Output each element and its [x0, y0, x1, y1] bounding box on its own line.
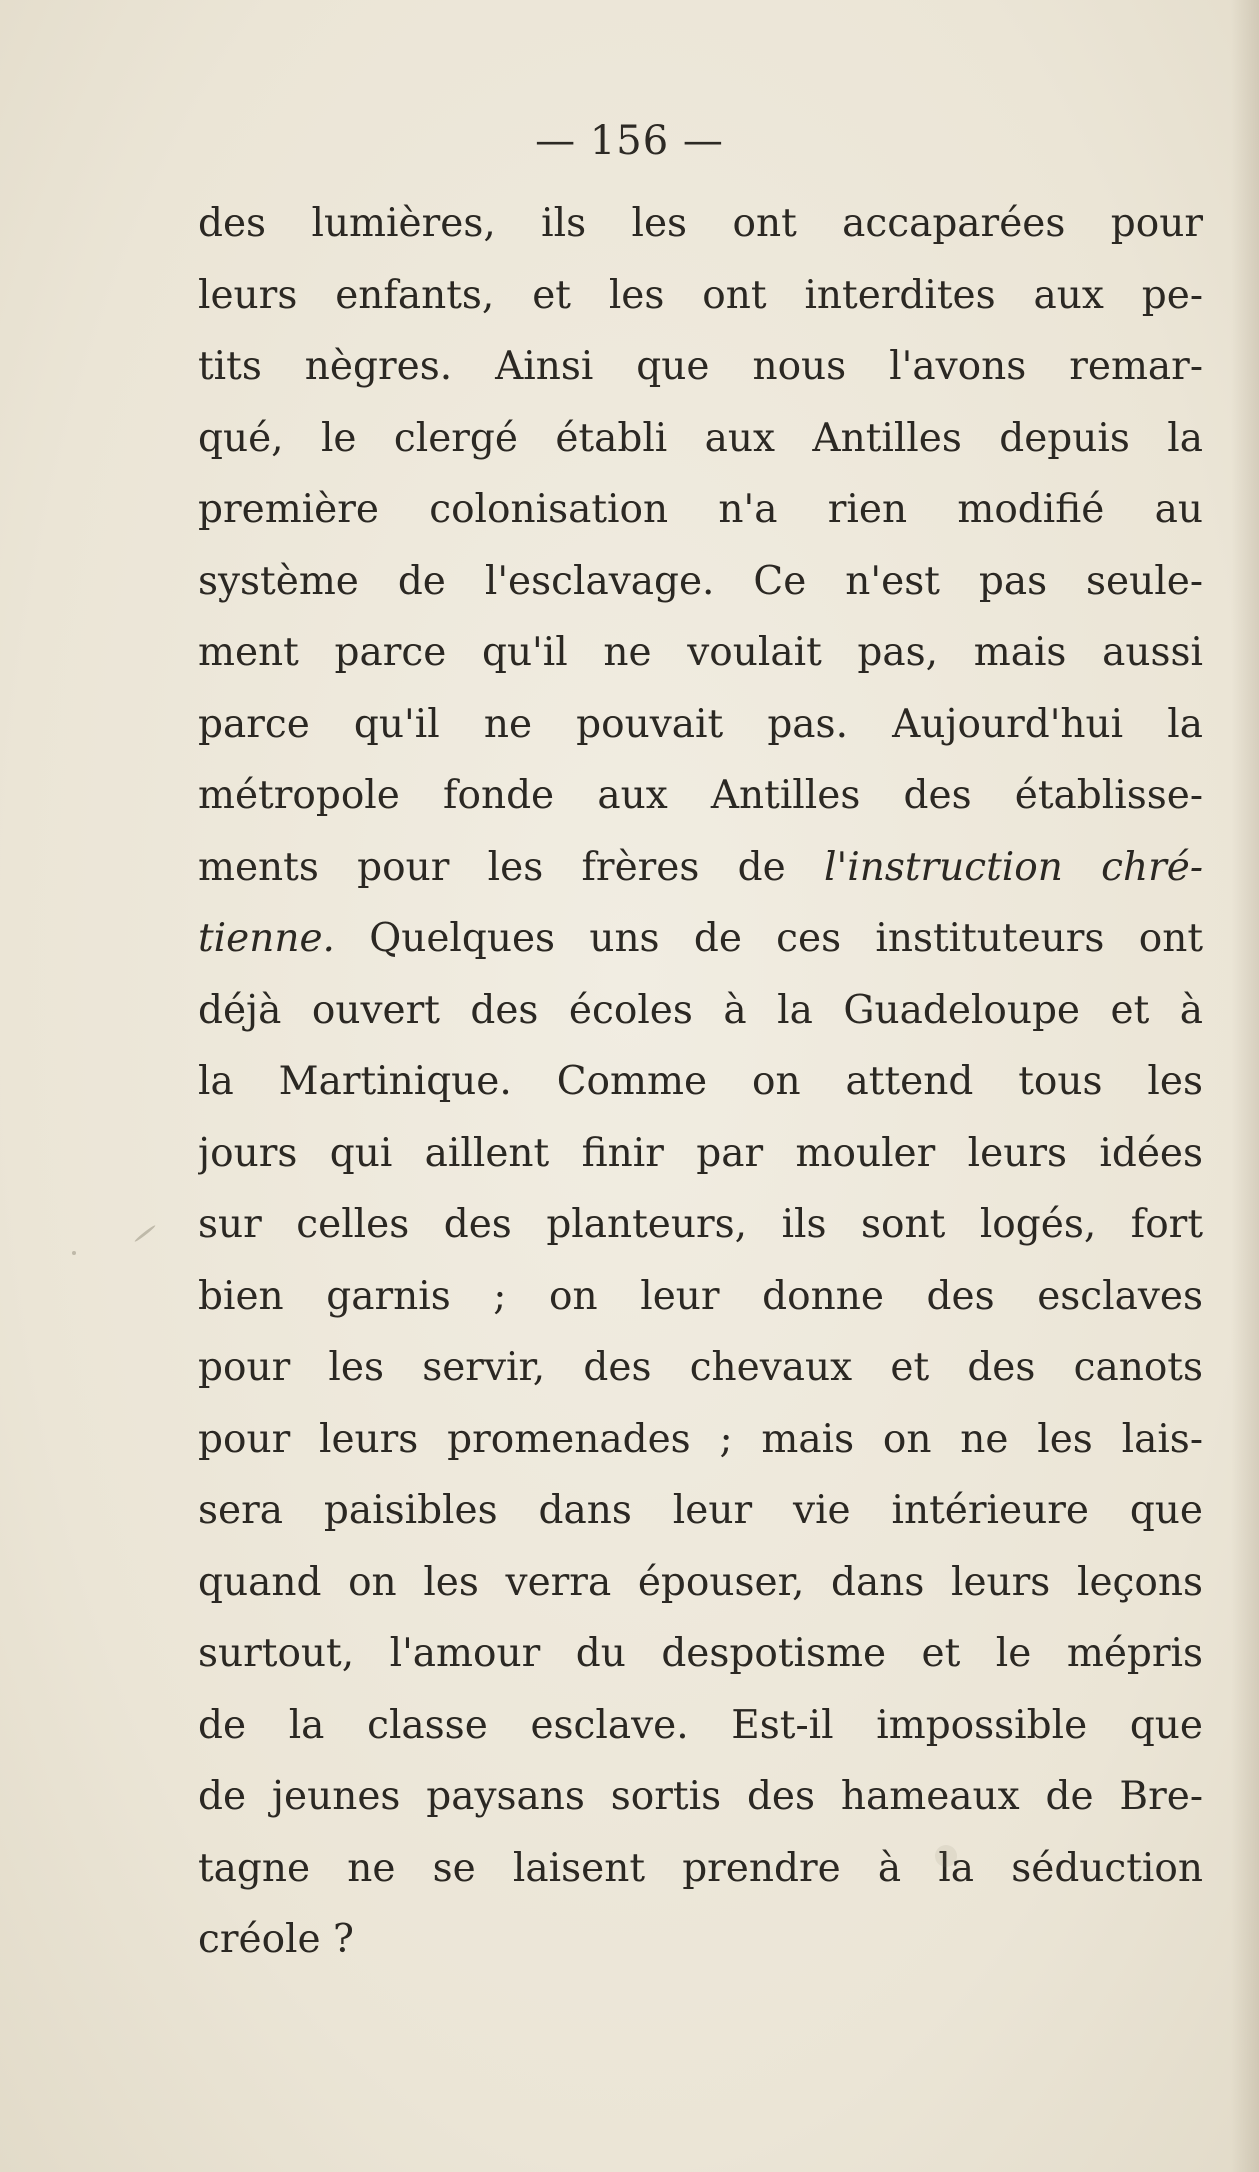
text-line-with-italic — [198, 832, 1203, 904]
text-line: système de l'esclavage. Ce n'est pas seule- — [198, 558, 1203, 604]
text-line: des lumières, ils les ont accaparées pour — [198, 201, 1203, 246]
body-text — [198, 188, 1203, 1976]
text-line: pour les servir, des chevaux et des canots — [198, 1345, 1203, 1390]
text-fragment: Quelques uns de ces instituteurs ont — [334, 916, 1203, 961]
text-line: déjà ouvert des écoles à la Guadeloupe et à — [198, 987, 1203, 1033]
text-line: surtout, l'amour du despotisme et le mépris — [198, 1631, 1203, 1676]
paper-speck — [134, 1224, 156, 1242]
italic-fragment: tienne. — [198, 916, 335, 961]
text-line: ment parce qu'il ne voulait pas, mais aussi — [198, 630, 1203, 675]
text-line: pour leurs promenades ; mais on ne les lais- — [198, 1416, 1203, 1462]
paper-speck — [72, 1251, 76, 1255]
text-line: tagne ne se laisent prendre à la séduction — [198, 1845, 1203, 1891]
text-line: quand on les verra épouser, dans leurs leçons — [198, 1559, 1203, 1605]
text-line: sera paisibles dans leur vie intérieure que — [198, 1488, 1203, 1533]
text-line: sur celles des planteurs, ils sont logés, fort — [198, 1202, 1203, 1247]
text-line-with-italic — [198, 903, 1203, 975]
page-edge-shadow — [1231, 0, 1259, 2172]
text-line: qué, le clergé établi aux Antilles depuis la — [198, 415, 1203, 461]
text-line: bien garnis ; on leur donne des esclaves — [198, 1273, 1203, 1319]
text-line: première colonisation n'a rien modifié au — [198, 487, 1203, 532]
text-line: de jeunes paysans sortis des hameaux de Bre- — [198, 1774, 1203, 1819]
text-line: la Martinique. Comme on attend tous les — [198, 1059, 1203, 1104]
paper-speck — [935, 1845, 957, 1867]
text-line: de la classe esclave. Est-il impossible que — [198, 1702, 1203, 1748]
page-number: — 156 — — [535, 118, 724, 164]
text-line-last: créole ? — [198, 1917, 354, 1962]
text-fragment: ments pour les frères de — [198, 844, 786, 890]
text-line: parce qu'il ne pouvait pas. Aujourd'hui la — [198, 701, 1203, 747]
text-line: leurs enfants, et les ont interdites aux pe- — [198, 272, 1203, 318]
text-line: jours qui aillent finir par mouler leurs idées — [198, 1130, 1203, 1176]
text-line: tits nègres. Ainsi que nous l'avons remar- — [198, 344, 1203, 389]
text-line: métropole fonde aux Antilles des établisse- — [198, 773, 1203, 818]
italic-fragment: l'instruction chré- — [824, 844, 1203, 890]
